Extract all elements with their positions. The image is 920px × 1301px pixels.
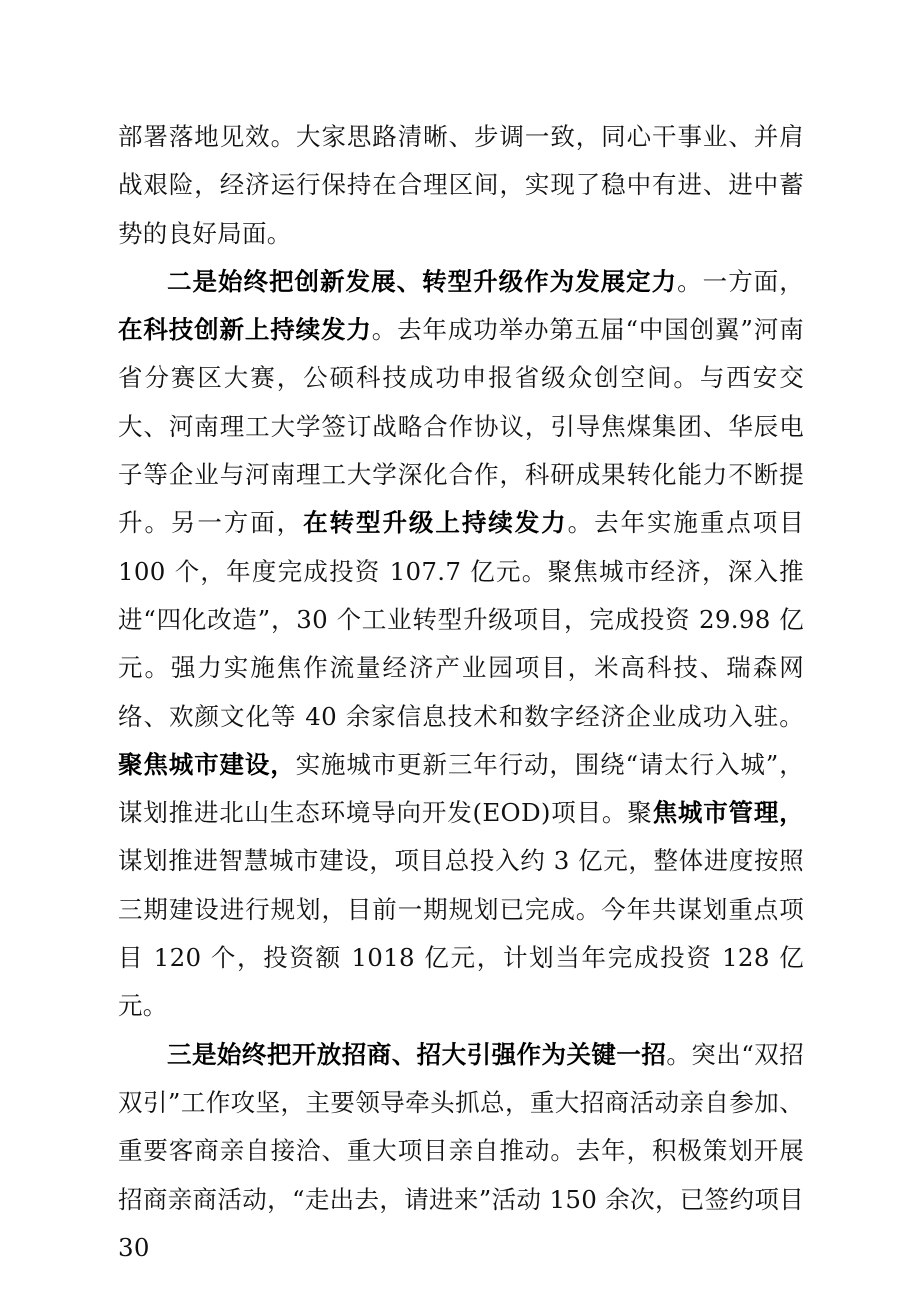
text-run: 。突出“双招双引”工作攻坚，主要领导牵头抓总，重大招商活动亲自参加、重要客商亲自接洽、重大项目亲自推动。去年，积极策划开展招商亲商活动，“走出去，请进来”活动 150 余次，已签约项目 30 — [118, 1039, 805, 1262]
text-run: 。一方面， — [677, 266, 805, 296]
paragraph — [118, 113, 804, 258]
text-run: 谋划推进智慧城市建设，项目总投入约 3 亿元，整体进度按照三期建设进行规划，目前一期规划已完成。今年共谋划重点项目 120 个，投资额 1018 亿元，计划当年完成投资 128 亿元。 — [118, 846, 804, 1021]
document-body — [118, 113, 804, 1272]
paragraph — [118, 258, 804, 1031]
bold-phrase: 焦城市管理， — [652, 798, 804, 828]
text-run: 。去年实施重点项目 100 个，年度完成投资 107.7 亿元。聚焦城市经济，深入推进“四化改造”，30 个工业转型升级项目，完成投资 29.98 亿元。强力实施焦作流量经济产业园项目，米高科技、瑞森网络、欢颜文化等 40 余家信息技术和数字经济企业成功入驻。 — [118, 508, 805, 731]
text-run: 。去年成功举办第五届“中国创翼”河南省分赛区大赛，公硕科技成功申报省级众创空间。与西安交大、河南理工大学签订战略合作协议，引导焦煤集团、华辰电子等企业与河南理工大学深化合作，科研成果转化能力不断提升。另一方面， — [118, 315, 805, 538]
bold-phrase: 在转型升级上持续发力 — [303, 508, 568, 538]
bold-phrase: 在科技创新上持续发力 — [118, 315, 372, 345]
bold-phrase: 聚焦城市建设， — [118, 749, 296, 779]
text-run: 实施城市更新三年行动，围绕“请太行入城”，谋划推进北山生态环境导向开发(EOD)项目。聚 — [118, 749, 804, 828]
bold-phrase: 三是始终把开放招商、招大引强作为关键一招 — [167, 1039, 667, 1069]
text-run: 部署落地见效。大家思路清晰、步调一致，同心干事业、并肩战艰险，经济运行保持在合理区间，实现了稳中有进、进中蓄势的良好局面。 — [118, 122, 804, 248]
paragraph — [118, 1031, 804, 1272]
bold-phrase: 二是始终把创新发展、转型升级作为发展定力 — [167, 266, 678, 296]
